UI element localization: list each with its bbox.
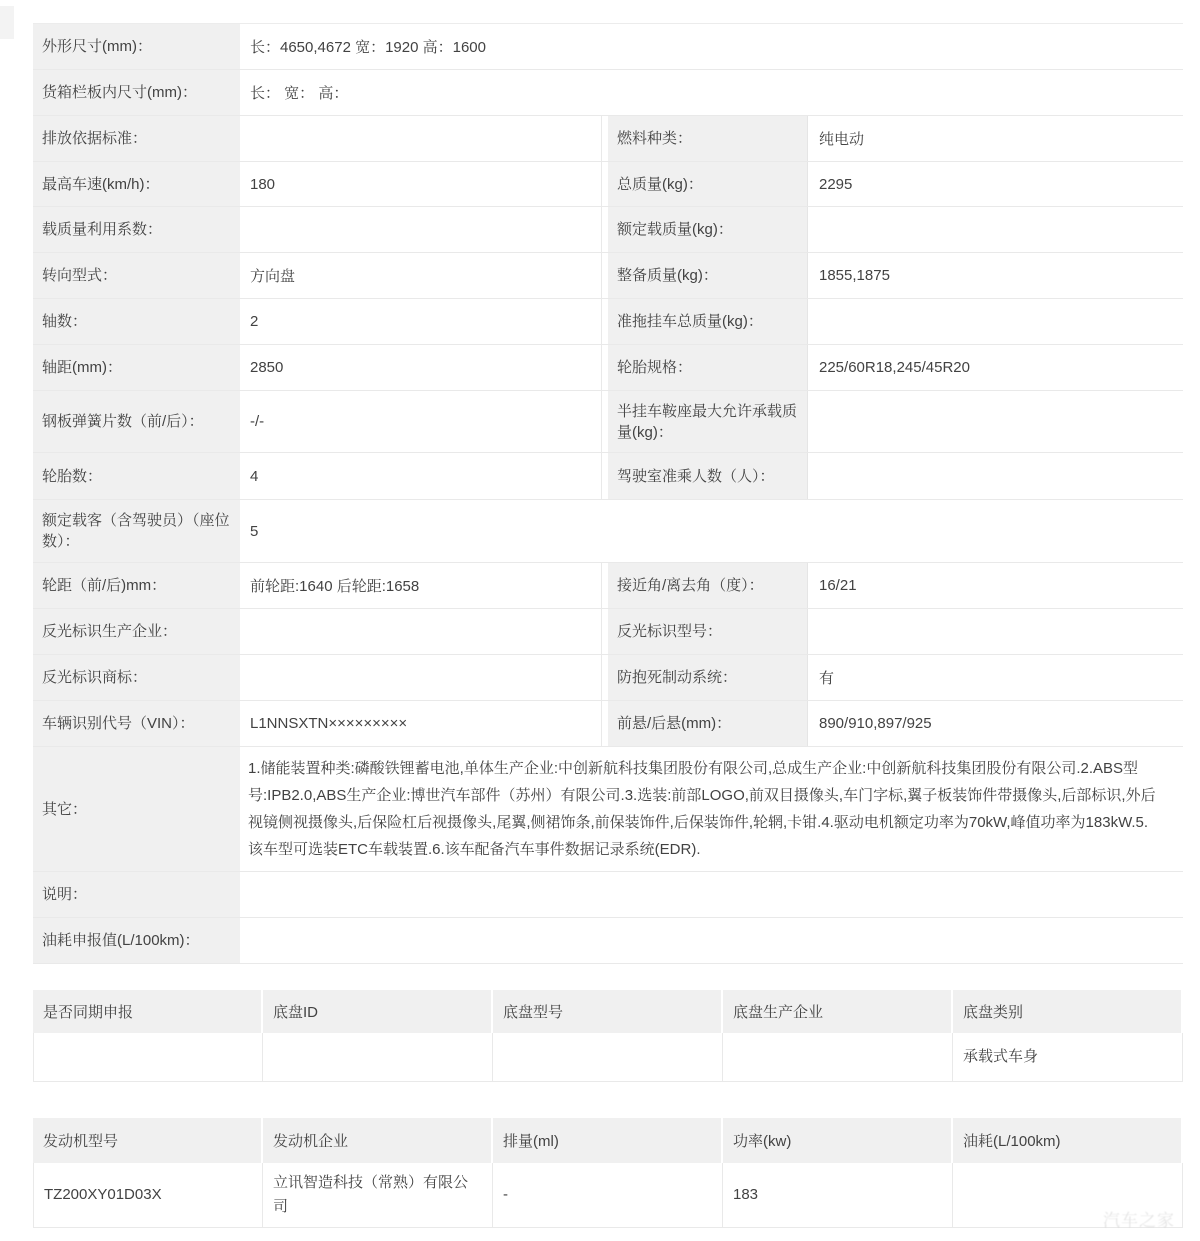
row-value	[807, 207, 1182, 252]
power-cell: 183	[723, 1163, 953, 1227]
table-row	[33, 162, 1183, 207]
table-row	[33, 563, 1183, 609]
column-header: 是否同期申报	[33, 990, 263, 1033]
column-header: 底盘类别	[953, 990, 1181, 1033]
row-label: 排放依据标准：	[33, 116, 240, 161]
column-header: 排量(ml)	[493, 1118, 723, 1163]
row-value	[240, 609, 602, 654]
row-label: 驾驶室准乘人数（人）：	[608, 453, 808, 499]
column-header: 油耗(L/100km)	[953, 1118, 1181, 1163]
table-row	[33, 500, 1183, 563]
row-value: 长：4650,4672 宽：1920 高：1600	[250, 39, 486, 56]
other-notes-text: 1.储能装置种类:磷酸铁锂蓄电池,单体生产企业:中创新航科技集团股份有限公司,总成生产企业:中创新航科技集团股份有限公司.2.ABS型号:IPB2.0,ABS生产企业:博世汽车部件（苏州）有限公司.3.选装:前部LOGO,前双目摄像头,车门字标,翼子板装饰件带摄像头,后部标识,外后视镜侧视摄像头,后保险杠后视摄像头,尾翼,侧裙饰条,前保装饰件,后保装饰件,轮辋,卡钳.4.驱动电机额定功率为70kW,峰值功率为183kW.5.该车型可选装ETC车载装置.6.该车配备汽车事件数据记录系统(EDR).	[248, 760, 1156, 858]
row-value: 长： 宽： 高：	[250, 85, 349, 102]
table-cell: 承载式车身	[963, 1048, 1039, 1065]
row-label: 轴数：	[33, 299, 240, 344]
row-value: -/-	[240, 391, 602, 452]
table-cell	[263, 1033, 493, 1081]
engine-company-cell: 立讯智造科技（常熟）有限公司	[263, 1163, 493, 1227]
row-value	[240, 872, 1183, 917]
row-value: 有	[807, 655, 1182, 700]
row-value	[807, 299, 1182, 344]
table-row	[33, 1033, 1183, 1082]
column-header: 底盘ID	[263, 990, 493, 1033]
table-row	[33, 207, 1183, 253]
chassis-table	[33, 990, 1183, 1082]
row-label: 前悬/后悬(mm)：	[608, 701, 808, 746]
row-label: 总质量(kg)：	[608, 162, 808, 206]
column-header: 发动机型号	[33, 1118, 263, 1163]
chassis-table-header	[33, 990, 1183, 1033]
row-label: 油耗申报值(L/100km)：	[33, 918, 240, 963]
row-value: 1855,1875	[807, 253, 1182, 298]
row-value: 890/910,897/925	[807, 701, 1182, 746]
column-header: 功率(kw)	[723, 1118, 953, 1163]
table-cell	[723, 1033, 953, 1081]
table-cell	[493, 1033, 723, 1081]
engine-table	[33, 1118, 1183, 1228]
table-row	[33, 918, 1183, 964]
row-label: 载质量利用系数：	[33, 207, 240, 252]
row-value	[240, 116, 602, 161]
displacement-cell: -	[493, 1163, 723, 1227]
engine-table-header	[33, 1118, 1183, 1163]
table-row	[33, 1163, 1183, 1228]
row-value: 16/21	[807, 563, 1182, 608]
row-value: 纯电动	[807, 116, 1182, 161]
table-row	[33, 701, 1183, 747]
table-row	[33, 299, 1183, 345]
row-label: 半挂车鞍座最大允许承载质量(kg)：	[608, 391, 808, 452]
row-value: 方向盘	[240, 253, 602, 298]
row-label: 反光标识型号：	[608, 609, 808, 654]
row-label: 反光标识商标：	[33, 655, 240, 700]
row-label: 说明：	[33, 872, 240, 917]
engine-model-cell: TZ200XY01D03X	[34, 1163, 263, 1227]
column-header: 底盘生产企业	[723, 990, 953, 1033]
row-label: 整备质量(kg)：	[608, 253, 808, 298]
row-value: 2295	[807, 162, 1182, 206]
row-label: 最高车速(km/h)：	[33, 162, 240, 206]
table-row	[33, 747, 1183, 872]
row-label: 接近角/离去角（度）：	[608, 563, 808, 608]
column-header: 底盘型号	[493, 990, 723, 1033]
table-cell	[34, 1033, 263, 1081]
row-label: 防抱死制动系统：	[608, 655, 808, 700]
row-label: 额定载客（含驾驶员）（座位数）：	[33, 500, 240, 562]
row-label: 钢板弹簧片数（前/后）：	[33, 391, 240, 452]
row-label: 轮胎数：	[33, 453, 240, 499]
row-value: 2850	[240, 345, 602, 390]
row-value	[807, 609, 1182, 654]
row-value	[240, 918, 1183, 963]
row-label: 转向型式：	[33, 253, 240, 298]
row-value: 225/60R18,245/45R20	[807, 345, 1182, 390]
table-row	[33, 609, 1183, 655]
table-row	[33, 24, 1183, 70]
vehicle-spec-table	[33, 23, 1183, 964]
row-value: 前轮距:1640 后轮距:1658	[240, 563, 602, 608]
table-row	[33, 345, 1183, 391]
row-value	[807, 453, 1182, 499]
row-label: 货箱栏板内尺寸(mm)：	[33, 70, 240, 115]
row-value	[807, 391, 1182, 452]
row-label: 轮距（前/后)mm：	[33, 563, 240, 608]
row-value	[240, 207, 602, 252]
row-value: 4	[240, 453, 602, 499]
row-value: L1NNSXTN×××××××××	[240, 701, 602, 746]
table-row	[33, 872, 1183, 918]
row-label: 反光标识生产企业：	[33, 609, 240, 654]
table-row	[33, 116, 1183, 162]
row-label: 轴距(mm)：	[33, 345, 240, 390]
watermark: 汽车之家	[1103, 1211, 1175, 1230]
row-label: 燃料种类：	[608, 116, 808, 161]
row-label: 准拖挂车总质量(kg)：	[608, 299, 808, 344]
row-label: 外形尺寸(mm)：	[33, 24, 240, 69]
row-label: 其它：	[33, 747, 240, 871]
corner-artifact	[0, 6, 14, 39]
row-value: 5	[250, 522, 259, 540]
row-label: 轮胎规格：	[608, 345, 808, 390]
row-value: 2	[240, 299, 602, 344]
row-value: 180	[240, 162, 602, 206]
table-row	[33, 70, 1183, 116]
table-row	[33, 391, 1183, 453]
table-row	[33, 655, 1183, 701]
row-value	[240, 655, 602, 700]
column-header: 发动机企业	[263, 1118, 493, 1163]
row-label: 额定载质量(kg)：	[608, 207, 808, 252]
row-label: 车辆识别代号（VIN）：	[33, 701, 240, 746]
table-row	[33, 453, 1183, 500]
table-row	[33, 253, 1183, 299]
